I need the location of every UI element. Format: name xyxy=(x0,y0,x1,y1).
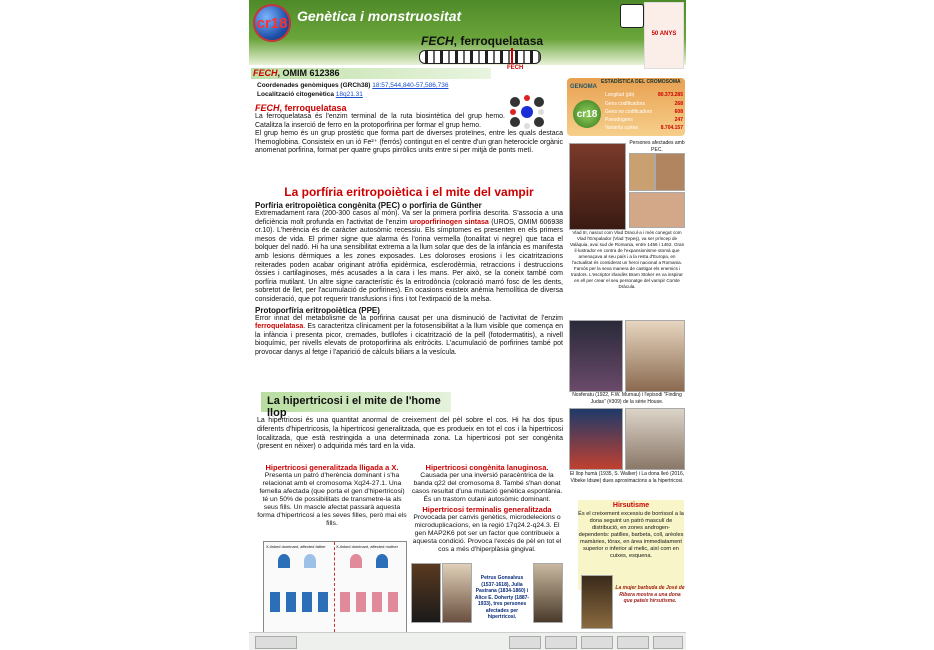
sponsor-logo xyxy=(617,636,649,649)
poster xyxy=(249,0,686,650)
chromosome-ideogram xyxy=(419,50,541,64)
ppe-text: Error innat del metabolisme de la porfirina causat per una disminució de l'activitat de l'enzim ferroquelatasa. Es caracteritza clínicament per la fotosensibilitat a la llum visible que comença en la infància i presenta picor, cremades, butllofes i cicatrització de la pell (fotodermatitis), a nivell bioquímic, per nivells elevats de protoporfirina als eritròcits. L'acumulació de porfirines també pot provocar danys al fetge i l'aparició de càlculs biliars a la vesícula. xyxy=(255,314,563,356)
pec-caption: Persones afectades amb PEC. xyxy=(629,140,685,153)
intro-block xyxy=(255,103,563,156)
mujer-barbuda-painting xyxy=(581,575,613,629)
hirsutisme-box: Hirsutisme És el creixement excessiu de borrissol a la dona seguint un patró masculí de distribució, en zones androgen-dependents: patilles, barbeta, coll, arèoles mamàries, tòrax, en àrea immediatament superior o inferior al melic, així com en cuixes, esquena. xyxy=(578,500,684,590)
nosferatu-poster xyxy=(569,320,623,392)
molecule-model-icon xyxy=(507,92,547,132)
hipertricosi-banner: La hipertricosi i el mite de l'home llop xyxy=(261,392,451,412)
gonsalvus-portrait xyxy=(411,563,441,623)
stat-row: Gens no codificadors 608 xyxy=(605,109,683,115)
porfiria-block xyxy=(255,201,563,358)
pec-text: Extremadament rara (200-300 casos al món). Va ser la primera porfíria descrita. S'associa a una deficiència molt profunda en l'activitat de l'enzim uroporfirinogen sintasa (UROS, OMIM 606938 cr.10). L'herència és de caràcter autosòmic recessiu. Els símptomes es presenten en els primers mesos de vida. El primer signe que alarma és l'orina vermella (tonalitat vi negre) que taca el bolquer del nadó. Hi ha una sensibilitat extrema a la llum solar que des de la infància es manifesta amb lesions dèrmiques a les zones exposades. Les doloroses erosions i les cicatritzacions reiterades poden acabar originant atròfia epidèrmica, esclerodèrmia, retraccions i destruccions òssies i cartilaginoses, més acusades a la cara i les mans. Per això, se la coneix també com porfíria mutilant. Un altre signe característic és la eritrodòncia (coloració marró fosc de les dents, sobretot de llet, per l'acumulació de porfirines). En ocasions existeix anèmia hemolítica de diversa consideració, que pot requerir transfusions i fins i tot l'extirpació de la melsa. xyxy=(255,210,564,303)
genomic-coords: Coordenades genòmiques (GRCh38) 18:57,544,840-57,586,736 xyxy=(257,82,449,89)
gene-title: FECH, ferroquelatasa xyxy=(421,34,544,48)
ppe-heading: Protoporfíria eritropoiètica (PPE) xyxy=(255,305,380,315)
pedigree-diagram: X-linked dominant, affected father X-linked dominant, affected mother xyxy=(263,541,407,633)
vlad-portrait xyxy=(569,143,626,230)
footer-logos xyxy=(249,632,686,650)
lanuginosa-block: Hipertricosi congènita lanuginosa. Causada per una inversió paracèntrica de la banda q22 del cromosoma 8. També s'han donat casos resultat d'una mutació genètica espontània. És un trastorn cutani autosòmic dominant. Hipertricosi terminalis generalitzada Provocada per canvis genètics, microdelecions o microduplicacions, en la regió 17q24.2-q24.3. El gen MAP2K6 pot ser un factor que contribueix a aquesta condició. Provoca l'excés de pèl en tot el cos a més d'hiperplàsia gingival. xyxy=(411,463,563,553)
stat-row: Longitud (pb) 80.373.285 xyxy=(605,92,683,98)
poster-title: Genètica i monstruositat xyxy=(297,8,462,24)
stat-row: Variants curtes 8.704.157 xyxy=(605,125,683,131)
nosferatu-caption: Nosferatu (1922, F.W. Murnau) i l'episodi “Finding Judas” (#309) de la sèrie House. xyxy=(572,392,682,405)
omim-label: FECH, OMIM 612386 xyxy=(253,68,340,78)
genoma-brand: GENOMA xyxy=(570,84,597,90)
institution-seal-icon xyxy=(620,4,644,28)
cyto-location-link[interactable]: 18q21.31 xyxy=(335,91,363,98)
pec-photo xyxy=(629,153,655,191)
sponsor-logo xyxy=(653,636,683,649)
stats-title: ESTADÍSTICA DEL CROMOSOMA xyxy=(601,79,681,85)
werewolf-poster xyxy=(569,408,623,470)
lion-woman-poster xyxy=(625,408,685,470)
cr18-badge: cr18 xyxy=(573,100,601,128)
werewolf-caption: El llop humà (1935, S. Walker) i La dona lleó (2016, Vibeke Idsøe) dues aproximacions a la hipertricosi. xyxy=(569,471,685,484)
barbuda-caption: La mujer barbuda de José de Ribera mostra a una dona que pateix hirsutisme. xyxy=(615,585,685,604)
pastrana-photo xyxy=(442,563,472,623)
intro-heading: FECH, ferroquelatasa xyxy=(255,103,347,113)
anniversary-book-cover: 50 ANYS xyxy=(644,2,684,69)
intro-p1: La ferroquelatasa és l'enzim terminal de la ruta biosintètica del grup hemo. Catalitza la inserció de ferro en la protoporfirina per formar el grup hemo. xyxy=(255,113,505,129)
pec-photo xyxy=(629,192,685,228)
intro-p2: El grup hemo és un grup prostètic que forma part de diverses proteïnes, entre les quals destaca l'hemoglobina. Consisteix en un ió Fe²⁺ (ferrós) contingut en el centre d'un gran heterocicle orgànic anomenat porfirina, format per quatre grups pirròlics units entre si per mitjà de ponts metí. xyxy=(255,130,563,155)
vlad-caption: Vlad III, nascut com Vlad Dracul·a i més conegut com Vlad l'Empalador (Vlad Ţepeş), va ser príncep de Valàquia, avui sud de Romania, entre 1456 i 1462. Gran il·lustrador en contra de l'expansionisme otomà que amenaçava al seu país i a la resta d'Europa, en l'actualitat és considerat un heroi nacional a Romania. Famós per la seva manera de castigar els enemics i traïdors. L'escriptor irlandès Bram Stoker es va inspirar en ell per crear el seu personatge del vampir Comte Dràcula. xyxy=(569,230,685,289)
cc-license-icon xyxy=(255,636,297,649)
stat-row: Gens codificadors 268 xyxy=(605,101,683,107)
sponsor-logo xyxy=(581,636,613,649)
porfiria-title: La porfíria eritropoiètica i el mite del vampir xyxy=(284,185,534,199)
cyto-location: Localització citogenètica 18q21.31 xyxy=(257,91,363,98)
hipertricosi-intro: La hipertricosi és una quantitat anormal de creixement del pèl sobre el cos. Hi ha dos tipus diferents d'hipertricosis, la hipertricosi generalitzada, que es produeix en tot el cos i la hipertricosi localitzada, que està restringida a una determinada zona. La hipertricosi pot ser congènita (present en néixer) o adquirida més tard en la vida. xyxy=(257,417,563,451)
x-linked-block: Hipertricosi generalitzada lligada a X. Presenta un patró d'herència dominant i s'ha relacionat amb el cromosoma Xq24-27.1. Una femella afectada (que porta el gen d'hipertricosi) té un 50% de possibilitats de transmetre-la als seus fills. Un mascle afectat passarà aquesta forma d'hipertricosi a les seves filles, però mai els fills. xyxy=(257,463,407,527)
pec-photo xyxy=(655,153,685,191)
sponsor-logo xyxy=(545,636,577,649)
stat-row: Pseudogens 247 xyxy=(605,117,683,123)
sponsor-logo xyxy=(509,636,541,649)
people-caption: Petrus Gonsalvus (1537-1618), Julia Pastrana (1834-1860) i Alice E. Doherty (1887-1933), tres persones afectades per hipertricosi. xyxy=(474,575,530,620)
pec-heading: Porfíria eritropoiètica congènita (PEC) o porfíria de Günther xyxy=(255,201,482,210)
chromosome-gene-label: FECH xyxy=(507,65,524,71)
genomic-coords-link[interactable]: 18:57,544,840-57,586,736 xyxy=(372,82,449,89)
gene-locus-marker xyxy=(511,48,513,64)
house-still xyxy=(625,320,685,392)
doherty-photo xyxy=(533,563,563,623)
cr18-logo: cr18 xyxy=(253,4,291,42)
